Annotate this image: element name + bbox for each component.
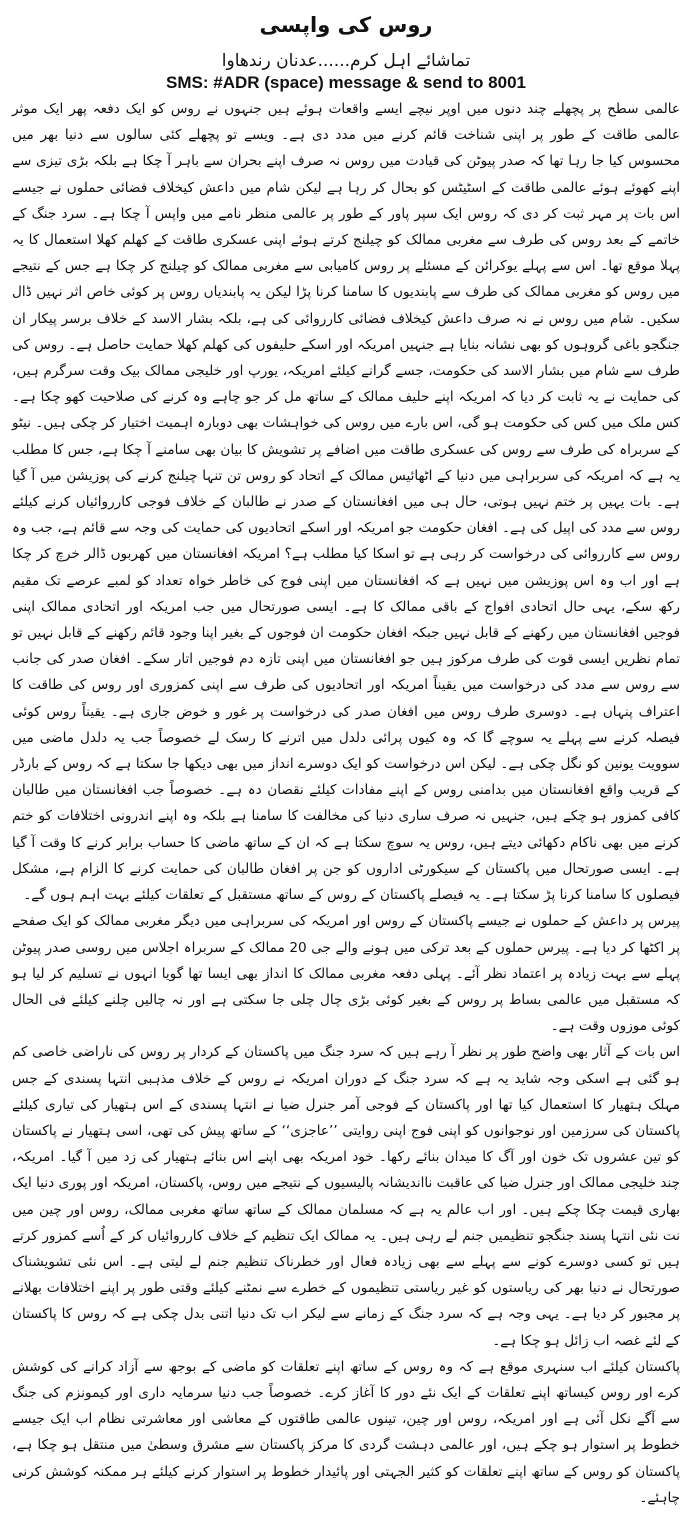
sms-instruction: SMS: #ADR (space) message & send to 8001 xyxy=(166,73,526,92)
paragraph-4: پاکستان کیلئے اب سنہری موقع ہے کہ وہ روس کے ساتھ اپنے تعلقات کو ماضی کے بوجھ سے آزاد کرانے کی کوشش کرے اور روس کیساتھ اپنے تعلقات کے ایک نئے دور کا آغاز کرے۔ خصوصاً جب دنیا سرمایہ داری اور کیمونزم کی جنگ سے آگے نکل آئی ہے اور امریکہ، روس اور چین، تینوں عالمی طاقتوں کے معاشی اور معاشرتی نظام اب ایک جیسے خطوط پر استوار ہو چکے ہیں، اور عالمی دہشت گردی کا مرکز پاکستان سے مشرق وسطیٰ میں منتقل ہو چکا ہے، پاکستان کو روس کے ساتھ اپنے تعلقات کو کثیر الجہتی اور پائیدار خطوط پر استوار کرنے کیلئے ہر ممکنہ کوشش کرنی چاہئے۔ xyxy=(12,1358,680,1506)
paragraph-3: اس بات کے آثار بھی واضح طور پر نظر آ رہے ہیں کہ سرد جنگ میں پاکستان کے کردار پر روس کی ناراضی خاصی کم ہو گئی ہے اسکی وجہ شاید یہ ہے کہ سرد جنگ کے دوران امریکہ نے روس کے خلاف مذہبی انتہا پسندی کے جس مہلک ہتھیار کا استعمال کیا تھا اور پاکستان کے فوجی آمر جنرل ضیا نے انتہا پسندی کے اس ہتھیار کی تیاری کیلئے پاکستان کی سرزمین اور نوجوانوں کو اپنی فوج اپنی روایتی ’’عاجزی‘‘ کے ساتھ پیش کی تھی، اسی ہتھیار نے پاکستان کو تین عشروں تک خون اور آگ کا میدان بنائے رکھا۔ خود امریکہ بھی اپنے اس بنائے ہتھیار کی زد میں آ گیا۔ امریکہ، چند خلیجی ممالک اور جنرل ضیا کی عاقبت نااندیشانہ پالیسیوں کے نتیجے میں روس، پاکستان، امریکہ اور پوری دنیا ایک بھاری قیمت چکا چکے ہیں۔ اور اب عالم یہ ہے کہ مسلمان ممالک کے ساتھ ساتھ مغربی ممالک، روس اور چین میں نت نئی انتہا پسند جنگجو تنظیمیں جنم لے رہی ہیں۔ یہ ممالک ایک تنظیم کے خلاف کارروائیاں کر کے اُسے کمزور کرتے ہیں تو کسی دوسرے کونے سے پہلے سے بھی زیادہ فعال اور خطرناک تنظیم جنم لے لیتی ہے۔ اس نئی تشویشناک صورتحال نے دنیا بھر کی ریاستوں کو غیر ریاستی تنظیموں کے خطرے سے نمٹنے کیلئے وقتی طور پر اپنے اختلافات بھلانے پر مجبور کر دیا ہے۔ یہی وجہ ہے کہ سرد جنگ کے زمانے سے لیکر اب تک دنیا اتنی بدل چکی ہے کہ روس کا پاکستان کے لئے غصہ اب زائل ہو چکا ہے۔ xyxy=(12,1044,680,1349)
paragraph-2: پیرس پر داعش کے حملوں نے جیسے پاکستان کے روس اور امریکہ کی سربراہی میں دیگر مغربی ممالک کو ایک صفحے پر اکٹھا کر دیا ہے۔ پیرس حملوں کے بعد ترکی میں ہونے والے جی 20 ممالک کے سربراہ اجلاس میں روسی صدر پیوٹن پہلے سے بہت زیادہ پر اعتماد نظر آئے۔ پہلی دفعہ مغربی ممالک کا انداز بھی ایسا تھا گویا انہوں نے تسلیم کر لیا ہو کہ مستقبل میں عالمی بساط پر روس کے بغیر کوئی بڑی چال چلی جا سکتی ہے اور نہ چالیں چلنے کیلئے فی الحال کوئی موزوں وقت ہے۔ xyxy=(12,913,680,1035)
article-title: روس کی واپسی xyxy=(259,13,433,37)
paragraph-1: عالمی سطح پر پچھلے چند دنوں میں اوپر نیچے ایسے واقعات ہوئے ہیں جنہوں نے روس کو ایک دفعہ پھر ایک موثر عالمی طاقت کے طور پر اپنی شناخت قائم کرنے میں مدد دی ہے۔ ویسے تو پچھلے کئی سالوں سے دنیا بھر میں محسوس کیا جا رہا تھا کہ صدر پیوٹن کی قیادت میں روس نہ صرف اپنے بحران سے باہر آ چکا ہے بلکہ بڑی تیزی سے اپنے کھوئے ہوئے عالمی طاقت کے اسٹیٹس کو بحال کر رہا ہے لیکن شام میں داعش کیخلاف فضائی حملوں نے جیسے اس بات پر مہر ثبت کر دی کہ روس ایک سپر پاور کے طور پر عالمی منظر نامے میں واپس آ چکا ہے۔ سرد جنگ کے خاتمے کے بعد روس کی طرف سے مغربی ممالک کو چیلنج کرتے ہوئے اپنی عسکری طاقت کے کھلم کھلا استعمال کا یہ پہلا موقع تھا۔ اس سے پہلے یوکرائن کے مسئلے پر روس کامیابی سے مغربی ممالک کو چیلنج کر چکا ہے جس کے نتیجے میں روس کو مغربی ممالک کی طرف سے پابندیوں کا سامنا کرنا پڑا لیکن یہ پابندیاں روس پر کوئی خاص اثر نہیں ڈال سکیں۔ شام میں روس نے نہ صرف داعش کیخلاف فضائی کارروائی کی ہے، بلکہ بشار الاسد کے خلاف برسر پیکار ان جنگجو باغی گروہوں کو بھی نشانہ بنایا ہے جنہیں امریکہ اور اسکے حلیفوں کی کھلم کھلا حمایت حاصل ہے۔ روس کی طرف سے شام میں بشار الاسد کی حکومت، جسے گرانے کیلئے امریکہ، یورپ اور خلیجی ممالک بیک وقت سرگرم ہیں، کی حمایت نے یہ ثابت کر دیا کہ امریکہ اپنے حلیف ممالک کے ساتھ مل کر جو چاہے وہ کرنے کی صلاحیت کھو چکا ہے۔ کس ملک میں کس کی حکومت ہو گی، اس بارے میں روس کی خواہشات بھی دوبارہ اہمیت اختیار کر چکی ہیں۔ نیٹو کے سربراہ کی طرف سے روس کی عسکری طاقت میں اضافے پر تشویش کا بیان بھی سامنے آ چکا ہے، جس کا مطلب یہ ہے کہ امریکہ کی سربراہی میں دنیا کے اٹھائیس ممالک کے اتحاد کو روس تن تنہا چیلنج کرنے کی پوزیشن میں آ گیا ہے۔ بات یہیں پر ختم نہیں ہوتی، حال ہی میں افغانستان کے صدر نے طالبان کے خلاف فوجی کارروائیاں کرنے کیلئے روس سے مدد کی اپیل کی ہے۔ افغان حکومت جو امریکہ اور اسکے اتحادیوں کی حمایت کی وجہ سے قائم ہے، جب وہ روس سے کارروائی کی درخواست کر رہی ہے تو اسکا کیا مطلب ہے؟ امریکہ افغانستان میں کھربوں ڈالر خرچ کر چکا ہے اور اب وہ اس پوزیشن میں نہیں ہے کہ افغانستان میں اپنی فوج کی خاطر خواہ تعداد کو لمبے عرصے تک مقیم رکھ سکے، یہی حال اتحادی افواج کے باقی ممالک کا ہے۔ ایسی صورتحال میں جب امریکہ اور اتحادی ممالک اپنی فوجیں افغانستان میں رکھنے کے قابل نہیں جبکہ افغان حکومت ان فوجوں کے بغیر اپنا وجود قائم رکھنے کے قابل نہیں تو تمام نظریں ایسی قوت کی طرف مرکوز ہیں جو افغانستان میں اپنی تازہ دم فوجیں اتار سکے۔ افغان صدر کی جانب سے روس سے مدد کی درخواست میں یقیناً امریکہ اور اتحادیوں کی طرف سے اپنی کمزوری اور روس کی طاقت کا اعتراف پنہاں ہے۔ دوسری طرف روس میں افغان صدر کی درخواست پر غور و خوض جاری ہے۔ یقیناً روس کوئی فیصلہ کرنے سے پہلے یہ سوچے گا کہ وہ کیوں پرائی دلدل میں اترنے کا رسک لے خصوصاً جب یہ دلدل ماضی میں سوویت یونین کو نگل چکی ہے۔ لیکن اس درخواست کو ایک دوسرے انداز میں بھی دیکھا جا سکتا ہے کہ روس کے بارڈر کے قریب واقع افغانستان میں بدامنی روس کے اپنے مفادات کیلئے نقصان دہ ہے۔ خصوصاً جب افغانستان میں طالبان کافی کمزور ہو چکے ہیں، جنہیں نہ صرف ساری دنیا کی مخالفت کا سامنا ہے بلکہ وہ اپنے اندرونی اختلافات کو ختم کرنے میں بھی ناکام دکھائی دیتے ہیں، روس یہ سوچ سکتا ہے کہ ان کے ساتھ ماضی کا حساب برابر کرنے کا وقت آ گیا ہے۔ ایسی صورتحال میں پاکستان کے سیکورٹی اداروں کو جن پر افغان طالبان کی حمایت کرنے کا الزام ہے، مشکل فیصلوں کا سامنا کرنا پڑ سکتا ہے۔ یہ فیصلے پاکستان کے روس کے ساتھ مستقبل کے تعلقات کیلئے بہت اہم ہوں گے۔ xyxy=(12,101,680,904)
column-byline: تماشائے اہل کرم......عدنان رندھاوا xyxy=(221,51,471,71)
article-body xyxy=(12,96,680,1511)
